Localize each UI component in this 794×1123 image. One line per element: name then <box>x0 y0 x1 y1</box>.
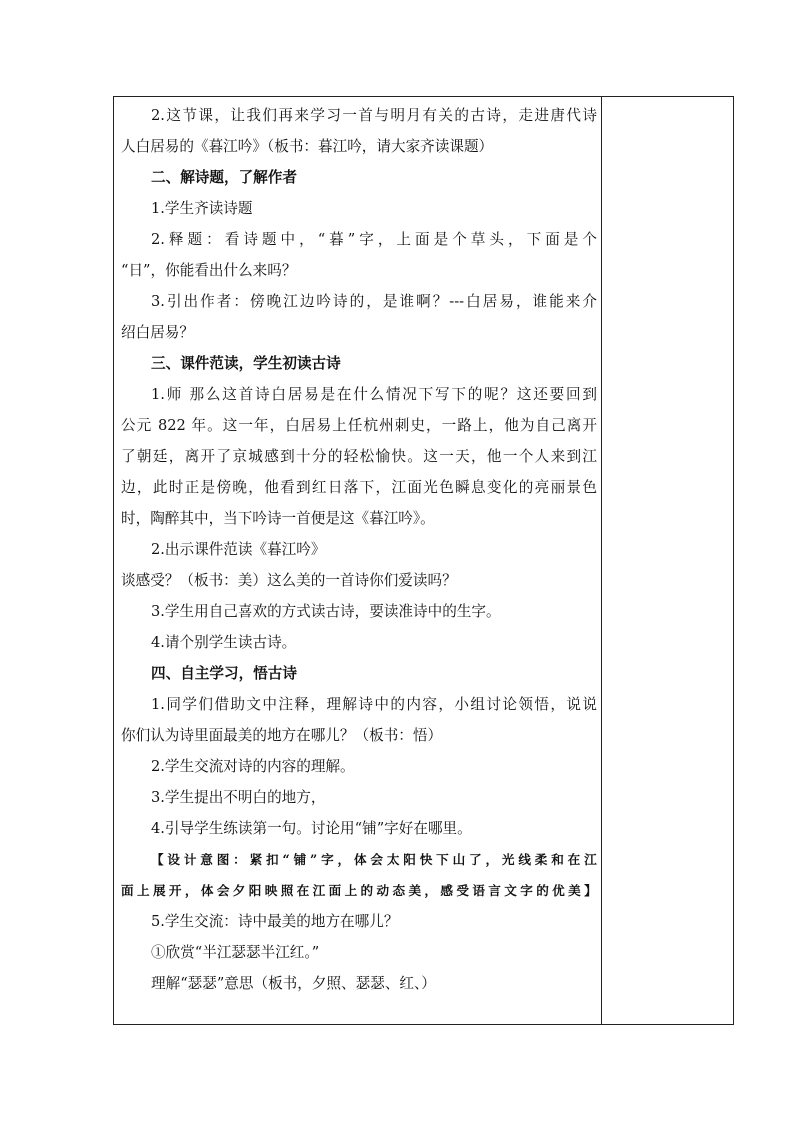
design-intent-note: 【设计意图：紧扣“铺”字，体会太阳快下山了，光线柔和在江 <box>151 852 597 867</box>
paragraph-line: 1.同学们借助文中注释，理解诗中的内容，小组讨论领悟，说说 <box>151 696 597 713</box>
paragraph-line: 3.学生用自己喜欢的方式读古诗，要读准诗中的生字。 <box>151 603 501 620</box>
paragraph-line: 2.学生交流对诗的内容的理解。 <box>151 758 355 775</box>
section-heading: 四、自主学习，悟古诗 <box>151 665 297 682</box>
paragraph-line: 4.引导学生练读第一句。讨论用“铺”字好在哪里。 <box>151 820 472 837</box>
paragraph-line: 1.师 那么这首诗白居易是在什么情况下写下的呢？这还要回到 <box>151 386 597 403</box>
paragraph-line: 1.学生齐读诗题 <box>151 200 253 217</box>
paragraph-line: ①欣赏“半江瑟瑟半江红。” <box>151 944 320 961</box>
notes-cell <box>602 97 734 1024</box>
paragraph-line: 人白居易的《暮江吟》（板书：暮江吟，请大家齐读课题） <box>121 138 494 155</box>
paragraph-line: “日”，你能看出什么来吗？ <box>121 262 297 279</box>
section-heading: 二、解诗题，了解作者 <box>151 169 297 186</box>
paragraph-line: 你们认为诗里面最美的地方在哪儿？（板书：悟） <box>121 727 443 744</box>
paragraph-line: 2.这节课，让我们再来学习一首与明月有关的古诗，走进唐代诗 <box>151 107 597 124</box>
paragraph-line: 2.释题：看诗题中，“暮”字，上面是个草头，下面是个 <box>151 231 597 248</box>
paragraph-line: 了朝廷，离开了京城感到十分的轻松愉快。这一天，他一个人来到江 <box>121 448 597 465</box>
paragraph-line: 4.请个别学生读古诗。 <box>151 634 297 651</box>
lesson-plan-table <box>113 96 734 1025</box>
paragraph-line: 时，陶醉其中，当下吟诗一首便是这《暮江吟》。 <box>121 510 435 527</box>
paragraph-line: 谈感受？（板书：美）这么美的一首诗你们爱读吗？ <box>121 572 457 589</box>
paragraph-line: 公元 822 年。这一年，白居易上任杭州刺史，一路上，他为自己离开 <box>121 417 597 434</box>
paragraph-line: 2.出示课件范读《暮江吟》 <box>151 541 326 558</box>
paragraph-line: 绍白居易？ <box>121 324 194 341</box>
paragraph-line: 3.引出作者：傍晚江边吟诗的，是谁啊？---白居易，谁能来介 <box>151 293 597 310</box>
paragraph-line: 边，此时正是傍晚，他看到红日落下，江面光色瞬息变化的亮丽景色 <box>121 479 597 496</box>
design-intent-note: 面上展开，体会夕阳映照在江面上的动态美，感受语言文字的优美】 <box>121 883 597 898</box>
paragraph-line: 5.学生交流：诗中最美的地方在哪儿？ <box>151 913 399 930</box>
section-heading: 三、课件范读，学生初读古诗 <box>151 355 341 372</box>
paragraph-line: 理解“瑟瑟”意思（板书，夕照、瑟瑟、红、） <box>151 975 436 992</box>
paragraph-line: 3.学生提出不明白的地方， <box>151 789 326 806</box>
teaching-process-cell <box>121 100 597 999</box>
